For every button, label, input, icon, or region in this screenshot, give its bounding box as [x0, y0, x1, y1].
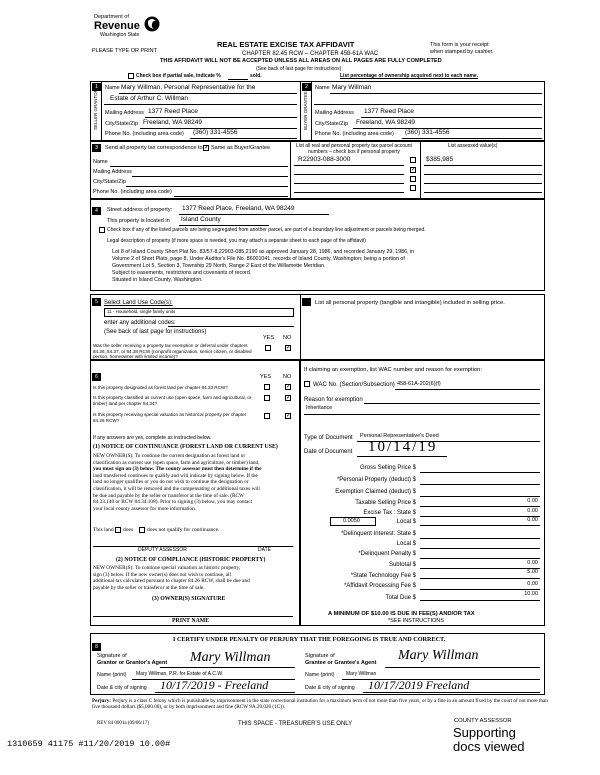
- notice2-line: NEW OWNER(S): To continue special valuation as historic property,: [93, 565, 241, 571]
- wac-label: WAC No. (Section/Subsection): [313, 382, 395, 388]
- buyer-name: Mary Willman: [332, 84, 372, 91]
- receipt-note-1: This form is your receipt: [430, 42, 489, 48]
- corr-name-label: Name: [93, 159, 108, 165]
- grantee-signature-label-2: Grantee or Grantee's Agent: [305, 660, 377, 666]
- seller-name-2: Estate of Arthur C. Willman: [110, 95, 189, 102]
- personal-property-checkbox-4[interactable]: [410, 185, 416, 191]
- value-line-1: [424, 165, 542, 166]
- parties-divider: [300, 81, 301, 141]
- parcel-number: R22903-088-3000: [298, 156, 351, 163]
- dept-name: Revenue: [94, 20, 140, 32]
- seller-phone: (360) 331-4556: [193, 129, 238, 136]
- notice-continuance-title: (1) NOTICE OF CONTINUANCE (FOREST LAND OR CURRENT USE): [93, 444, 278, 450]
- buyer-side-divider: [311, 81, 312, 141]
- correspondence-divider: [290, 141, 291, 199]
- same-as-buyer-checkbox[interactable]: ✓: [204, 145, 210, 151]
- excise-state-value: 0.00: [527, 508, 538, 514]
- doc-date-line: [357, 456, 447, 457]
- personal-property-checkbox-1[interactable]: [410, 157, 416, 163]
- exemption-deduct-label: Exemption Claimed (deduct) $: [335, 489, 416, 495]
- land-use-divider: [300, 294, 301, 360]
- excise-state-line: [420, 516, 540, 517]
- deputy-date-label: DATE: [258, 547, 271, 553]
- partial-percent-line: [228, 79, 248, 80]
- buyer-name-label: Name: [315, 85, 330, 91]
- buyer-address: 1377 Reed Place: [364, 108, 414, 115]
- any-yes-note: If any answers are yes, complete as instructed below.: [93, 435, 212, 441]
- forest-q2-no[interactable]: ✓: [286, 395, 292, 401]
- revenue-logo: [94, 15, 144, 43]
- street-line: [179, 214, 329, 215]
- doc-type: Personal Representative's Deed: [360, 433, 439, 439]
- dept-state: Washington State: [100, 32, 140, 38]
- section-3-badge: 3: [92, 144, 101, 152]
- ownership-list-label: List percentage of ownership acquired next to each name.: [340, 73, 479, 79]
- segregate-checkbox[interactable]: [99, 227, 105, 233]
- county-assessor-label: COUNTY ASSESSOR: [454, 718, 512, 724]
- forest-yes-header: YES: [260, 374, 272, 380]
- reason-line: [364, 403, 540, 404]
- land-does-checkbox[interactable]: [115, 527, 121, 533]
- buyer-phone: (360) 331-4556: [405, 129, 450, 136]
- notice2-line: payable by the seller or transferor at the time of sale.: [93, 584, 205, 591]
- reason-label: Reason for exemption: [304, 397, 363, 403]
- parcel-line-2: [294, 174, 404, 175]
- grantee-signature: Mary Willman: [398, 648, 479, 663]
- affidavit-fee-label: *Affidavit Processing Fee $: [344, 583, 416, 589]
- legal-line-1: Lot 8 of Island County Short Plat No. 83/57-8,22903-085,2190 as approved January 28, 1986, and recorded January 29, 1986, in: [112, 249, 415, 255]
- section-6-badge: 6: [92, 373, 101, 381]
- penalty-line: [420, 558, 540, 559]
- notice1-line: 84.33.140 or RCW 84.34.108). Prior to signing (3) below, you may contact: [93, 499, 253, 506]
- corr-phone-line: [174, 196, 288, 197]
- taxable-label: Taxable Selling Price $: [355, 500, 416, 506]
- notice1-line: land transferred continues to qualify and will indicate by signing below. If the: [93, 472, 258, 479]
- see-back-note: (See back of last page for instructions): [256, 66, 342, 72]
- print-name-label: PRINT NAME: [172, 618, 210, 624]
- partial-sale-checkbox[interactable]: [128, 73, 134, 79]
- grantee-signature-line: [385, 667, 540, 668]
- grantor-signature-label-2: Grantor or Grantor's Agent: [97, 660, 168, 666]
- grantor-date-label: Date & city of signing: [97, 685, 147, 691]
- corr-address-line: [132, 176, 288, 177]
- legal-line-5: Situated in Island County, Washington.: [112, 277, 203, 283]
- forest-no-header: NO: [283, 374, 292, 380]
- subtotal-label: Subtotal $: [388, 562, 416, 568]
- affidavit-fee-line: [420, 589, 540, 590]
- treasurer-use-label: THIS SPACE - TREASURER'S USE ONLY: [238, 721, 353, 727]
- notice2-line: sign (3) below. If the new owner(s) does not wish to continue, all: [93, 571, 231, 578]
- grantee-name-label: Name (print): [305, 672, 335, 678]
- grantee-signature-label: Signature of: [305, 653, 335, 659]
- exemption-intro: If claiming an exemption, list WAC number and reason for exemption:: [304, 367, 482, 373]
- certify-statement: I CERTIFY UNDER PENALTY OF PERJURY THAT THE FOREGOING IS TRUE AND CORRECT.: [173, 636, 446, 643]
- form-warning: THIS AFFIDAVIT WILL NOT BE ACCEPTED UNLESS ALL AREAS ON ALL PAGES ARE FULLY COMPLETED: [160, 58, 442, 64]
- perjury-note: [92, 698, 548, 710]
- exemption-deduct-line: [420, 496, 540, 497]
- value-line-4: [424, 192, 542, 193]
- doc-date: 10/14/19: [368, 439, 438, 455]
- forest-q1: Is this property designated as forest land per chapter 84.33 RCW?: [93, 385, 228, 390]
- does-not-label: does not qualify for continuance.: [147, 527, 220, 533]
- taxable-line: [420, 506, 540, 507]
- section-4-badge: 4: [92, 207, 101, 215]
- land-use-code: 11 - Household, single family units: [107, 309, 176, 314]
- buyer-city-label: City/State/Zip: [315, 121, 349, 127]
- total-due-value: 10.00: [524, 591, 538, 597]
- forest-q3-no[interactable]: ✓: [286, 413, 292, 419]
- stamp-docs-viewed: docs viewed: [453, 739, 525, 754]
- excise-local-value: 0.00: [527, 517, 538, 523]
- excise-state-label: Excise Tax : State $: [363, 510, 416, 516]
- notice-compliance-title: (2) NOTICE OF COMPLIANCE (HISTORIC PROPERTY): [116, 557, 266, 563]
- personal-property-checkbox-3[interactable]: [410, 176, 416, 182]
- reason-line-2: [304, 414, 540, 415]
- buyer-address-line: [361, 117, 542, 118]
- grantee-date-line: [363, 692, 540, 693]
- washington-logo-icon: [144, 15, 160, 33]
- doc-date-label: Date of Document: [304, 449, 353, 455]
- grantor-date: 10/17/2019 - Freeland: [160, 678, 269, 692]
- additional-codes-label: enter any additional codes:: [104, 320, 176, 326]
- buyer-city: Freeland, WA 98249: [356, 119, 416, 126]
- perjury-label: Perjury:: [92, 698, 112, 704]
- parcels-header: List all real and personal property tax parcel account numbers – check box if personal property: [296, 143, 412, 155]
- notice1-line: you must sign on (3) below. The county assessor must then determine if the: [93, 466, 262, 473]
- exemption-no-checkbox[interactable]: ✓: [286, 345, 292, 351]
- parcel-line-3: [294, 183, 404, 184]
- street-label: Street address of property:: [107, 207, 173, 213]
- segregate-label: Check box if any of the listed parcels are being segregated from another parcel, are part of a boundary line adjustment or parcels being merged.: [107, 227, 426, 233]
- personal-property-checkbox-2[interactable]: ✓: [411, 167, 417, 173]
- seller-phone-line: [190, 138, 297, 139]
- legal-label: Legal description of property (if more space is needed, you may attach a separate sheet to each page of the affidavit): [107, 238, 366, 244]
- notice1-line: your local county assessor for more information.: [93, 505, 197, 512]
- grantor-signature: Mary Willman: [190, 650, 271, 665]
- grantee-date-label: Date & city of signing: [305, 685, 355, 691]
- print-name-line: [93, 616, 293, 617]
- affidavit-fee-value: 0.00: [527, 581, 538, 587]
- form-chapter: CHAPTER 82.45 RCW – CHAPTER 458-61A WAC: [242, 51, 379, 57]
- seller-address-label: Mailing Address: [105, 110, 144, 116]
- wac-checkbox[interactable]: [304, 381, 310, 387]
- corr-city-label: City/State/Zip: [93, 179, 127, 185]
- parcel-line-1: [294, 165, 404, 166]
- street-address: 1377 Reed Place, Freeland, WA 98249: [182, 205, 295, 212]
- buyer-phone-label: Phone No. (including area code): [315, 131, 394, 137]
- does-label: does: [123, 527, 134, 533]
- stamp-supporting: Supporting: [453, 725, 516, 740]
- exemption-reason: Inheritance: [306, 405, 333, 411]
- parcel-line-4: [294, 192, 404, 193]
- land-use-see-back: (See back of last page for instructions): [104, 329, 207, 335]
- forest-q2: Is this property classified as current use (open space, farm and agricultural, or timber) land per chapter 84.34?: [93, 395, 252, 406]
- owner-signature-label: (3) OWNER(S) SIGNATURE: [152, 596, 226, 602]
- receipt-note-2: when stamped by cashier.: [430, 49, 494, 55]
- value-line-3: [424, 183, 542, 184]
- personal-deduct-line: [420, 484, 540, 485]
- section-7-badge: [302, 298, 311, 306]
- recording-stamp: 1310659 41175 #11/20/2019 10.00#: [7, 739, 171, 749]
- notice-continuance-body: [93, 453, 261, 512]
- legal-line-3: Government Lot 5, Section 3, Township 29 North, Range 2 East of the Willamette Meridian.: [112, 263, 326, 269]
- legal-line-2: Volume 2 of Short Plats, page 8, Under Auditor's File No. 86001041, records of Island County, Washington; being a portion of: [112, 256, 405, 262]
- notice1-line: land no longer qualifies or you do not wish to continue the designation or: [93, 479, 249, 486]
- dept-top: Department of: [94, 14, 129, 20]
- value-line-2: [424, 174, 542, 175]
- penalty-label: *Delinquent Penalty $: [358, 551, 416, 557]
- corr-phone-label: Phone No. (including area code): [93, 189, 172, 195]
- land-use-label: Select Land Use Code(s):: [104, 300, 173, 306]
- total-due-label: Total Due $: [385, 595, 416, 601]
- county-name: Island County: [181, 216, 221, 223]
- grantor-name-label: Name (print): [97, 672, 127, 678]
- parcel-value-divider: [420, 141, 421, 199]
- seller-side-label: SELLER GRANTOR: [93, 89, 98, 130]
- additional-codes-line: [168, 326, 294, 327]
- buyer-name-line: [330, 93, 542, 94]
- doc-type-label: Type of Document: [304, 435, 353, 441]
- corr-address-label: Mailing Address: [93, 169, 132, 175]
- personal-deduct-label: *Personal Property (deduct) $: [336, 477, 416, 483]
- minimum-due-note: A MINIMUM OF $10.00 IS DUE IN FEE(S) AND/OR TAX: [328, 611, 475, 617]
- gross-label: Gross Selling Price $: [359, 465, 416, 471]
- assessed-value-header: List assessed value(s): [448, 143, 498, 149]
- local-rate: 0.0050: [343, 518, 360, 524]
- forest-q3-yes[interactable]: [264, 413, 270, 419]
- section-8-badge: 8: [92, 643, 101, 651]
- land-use-no-header: NO: [283, 335, 292, 341]
- subtotal-value: 0.00: [527, 560, 538, 566]
- excise-local-line: [420, 525, 540, 526]
- tech-fee-line: [420, 578, 540, 579]
- correspondence-label: Send all property tax correspondence to:: [105, 145, 205, 151]
- same-as-buyer-label: Same as Buyer/Grantee: [211, 145, 271, 151]
- grantor-name: Mary Willman, P.R. for Estate of A.C.W.: [136, 671, 224, 677]
- land-does-not-checkbox[interactable]: [139, 527, 145, 533]
- form-title: REAL ESTATE EXCISE TAX AFFIDAVIT: [217, 40, 355, 49]
- interest-local-label: Local $: [396, 541, 416, 547]
- gross-line: [420, 472, 540, 473]
- interest-state-label: *Delinquent Interest: State $: [340, 531, 416, 537]
- legal-line-4: Subject to easements, restrictions and covenants of record.: [112, 270, 252, 276]
- seller-city: Freeland, WA 98249: [143, 119, 203, 126]
- seller-side-divider: [101, 81, 102, 141]
- exemption-yes-checkbox[interactable]: [265, 345, 271, 351]
- county-line: [179, 225, 269, 226]
- tech-fee-value: 5.00: [527, 569, 538, 575]
- excise-local-label: Local $: [396, 519, 416, 525]
- wac-number: 458-61A-202(6)(f): [397, 381, 441, 387]
- buyer-side-label: BUYER GRANTEE: [303, 91, 308, 130]
- partial-sale-label: Check box if partial sale, indicate %: [136, 73, 221, 79]
- personal-property-label: List all personal property (tangible and intangible) included in selling price.: [315, 300, 505, 306]
- deputy-label: DEPUTY ASSESSOR: [138, 547, 187, 553]
- notice2-line: additional tax calculated pursuant to chapter 84.26 RCW, shall be due and: [93, 578, 250, 585]
- forest-q1-no[interactable]: ✓: [286, 384, 292, 390]
- form-number: REV 84 0001a (09/06/17): [97, 721, 149, 726]
- tech-fee-label: *State Technology Fee $: [350, 573, 416, 579]
- forest-q1-yes[interactable]: [264, 384, 270, 390]
- notice1-line: NEW OWNER(S): To continue the current designation as forest land or: [93, 453, 246, 459]
- section-1-badge: 1: [92, 83, 101, 91]
- section-5-badge: 5: [92, 298, 101, 306]
- land-does-label: This land: [93, 527, 114, 533]
- buyer-phone-line: [402, 138, 542, 139]
- seller-address-line: [145, 117, 297, 118]
- grantor-date-line: [155, 692, 295, 693]
- corr-name-line: [110, 166, 288, 167]
- buyer-name-line-2: [314, 104, 542, 105]
- grantee-date: 10/17/2019 Freeland: [368, 678, 470, 692]
- grantee-name: Mary Willman: [346, 671, 377, 677]
- perjury-text: Perjury is a class C felony which is punishable by imprisonment in the state correctional institution for a maximum term of not more than five years, or by a fine in an amount fixed by the court of not more than five thousand dollars ($5,000.00), or by both imprisonment and fine (RCW 9A.20.020 (1C)).: [92, 698, 548, 710]
- print-note: PLEASE TYPE OR PRINT: [92, 48, 158, 54]
- grantor-signature-line: [160, 667, 295, 668]
- seller-name-label: Name: [105, 85, 120, 91]
- exemption-question: Was the seller receiving a property tax exemption or deferral under chapters 84.36, 84.37, or 84.38 RCW (nonprofit organization, senior citizen, or disabled person, homeowner with limited income)?: [93, 343, 252, 359]
- grantor-signature-label: Signature of: [97, 653, 127, 659]
- seller-name-line-2: [104, 104, 297, 105]
- section-2-badge: 2: [302, 83, 311, 91]
- seller-name-line: [119, 93, 297, 94]
- buyer-address-label: Mailing Address: [315, 110, 354, 116]
- see-instructions: *SEE INSTRUCTIONS: [388, 618, 444, 624]
- interest-local-line: [420, 548, 540, 549]
- land-use-yes-header: YES: [263, 335, 275, 341]
- taxable-value: 0.00: [527, 498, 538, 504]
- corr-city-line: [126, 186, 288, 187]
- notice-compliance-body: [93, 565, 250, 591]
- forest-q3: Is this property receiving special valuation as historical property per chapter 84.26 RCW?: [93, 412, 247, 423]
- seller-city-label: City/State/Zip: [105, 121, 139, 127]
- forest-q2-yes[interactable]: [264, 395, 270, 401]
- seller-address: 1377 Reed Place: [148, 108, 198, 115]
- notice1-line: classification as current use (open space, farm and agriculture, or timber) land,: [93, 459, 260, 466]
- subtotal-line: [420, 568, 540, 569]
- partial-sold-label: sold.: [250, 73, 262, 79]
- located-label: This property is located in: [107, 218, 170, 224]
- seller-name: Mary Willman, Personal Representative for the: [121, 84, 256, 91]
- interest-state-line: [420, 538, 540, 539]
- seller-phone-label: Phone No. (including area code): [105, 131, 184, 137]
- notice1-line: be due and payable by the seller or transferor at the time of sale. (RCW: [93, 492, 245, 499]
- assessed-value: $385,985: [426, 156, 454, 163]
- wac-line: [395, 389, 540, 390]
- notice1-line: classification, it will be removed and the compensating or additional taxes will: [93, 485, 260, 492]
- total-due-line: [420, 600, 540, 601]
